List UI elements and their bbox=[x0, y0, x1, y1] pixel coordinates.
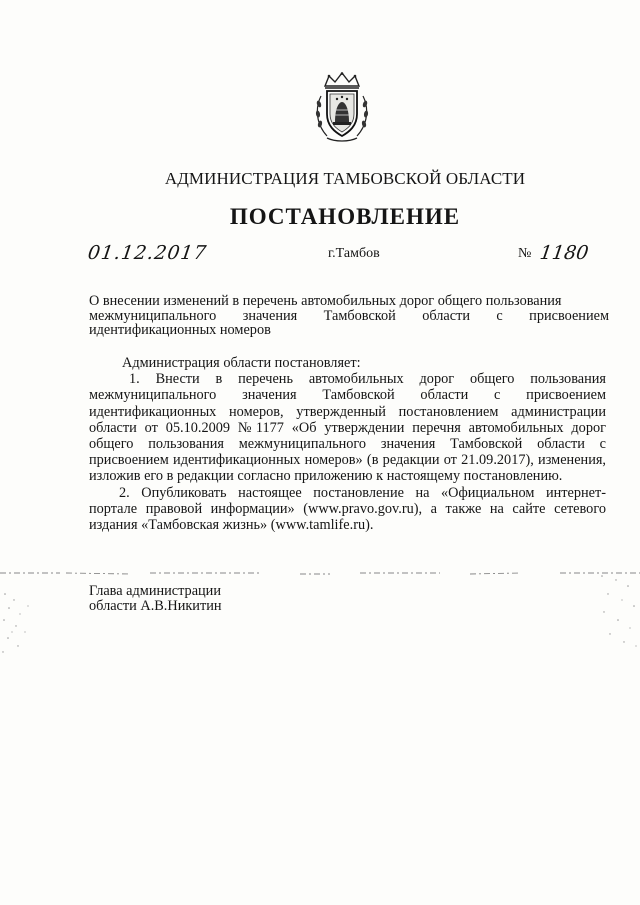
document-type-title: ПОСТАНОВЛЕНИЕ bbox=[229, 204, 461, 229]
subject-line: О внесении изменений в перечень автомобильных дорог общего пользования bbox=[89, 293, 562, 309]
document-meta bbox=[86, 242, 596, 270]
city: г.Тамбов bbox=[328, 246, 380, 261]
number-sign: № bbox=[518, 246, 532, 261]
tambov-region-coat-of-arms-icon bbox=[313, 72, 371, 144]
signature-name: области А.В.Никитин bbox=[89, 598, 222, 614]
document-body bbox=[89, 355, 606, 533]
body-item-1: 1. Внести в перечень автомобильных дорог общего пользования межмуниципального значения Тамбовской области с присвоением идентификационных номеров, утвержденный постановлением администрации области от 05.10.2009 №1177 «Об утверждении перечня автомобильных дорог общего пользования межмуниципального значения Тамбовской области с присвоением идентификационных номеров» (в редакции от 21.09.2017), изменения, изложив его в редакции согласно приложению к настоящему постановлению. bbox=[89, 371, 606, 485]
scan-artifact-line bbox=[0, 571, 640, 575]
document-subject bbox=[89, 294, 609, 338]
signature-block bbox=[89, 584, 222, 614]
body-intro: Администрация области постановляет: bbox=[122, 355, 361, 371]
subject-line: межмуниципального значения Тамбовской области с присвоением bbox=[89, 307, 609, 324]
organization-name: АДМИНИСТРАЦИЯ ТАМБОВСКОЙ ОБЛАСТИ bbox=[164, 169, 526, 188]
handwritten-number: 1180 bbox=[538, 242, 590, 264]
subject-line: идентификационных номеров bbox=[89, 322, 271, 338]
body-item-2: 2. Опубликовать настоящее постановление на «Официальном интернет-портале правовой информации» (www.pravo.gov.ru), а также на сайте сетевого издания «Тамбовская жизнь» (www.tamlife.ru). bbox=[89, 484, 606, 534]
scan-speckle-left bbox=[0, 588, 38, 658]
signature-title: Глава администрации bbox=[89, 583, 221, 599]
scan-speckle-right bbox=[596, 570, 640, 650]
handwritten-date: 01.12.2017 bbox=[86, 242, 209, 264]
